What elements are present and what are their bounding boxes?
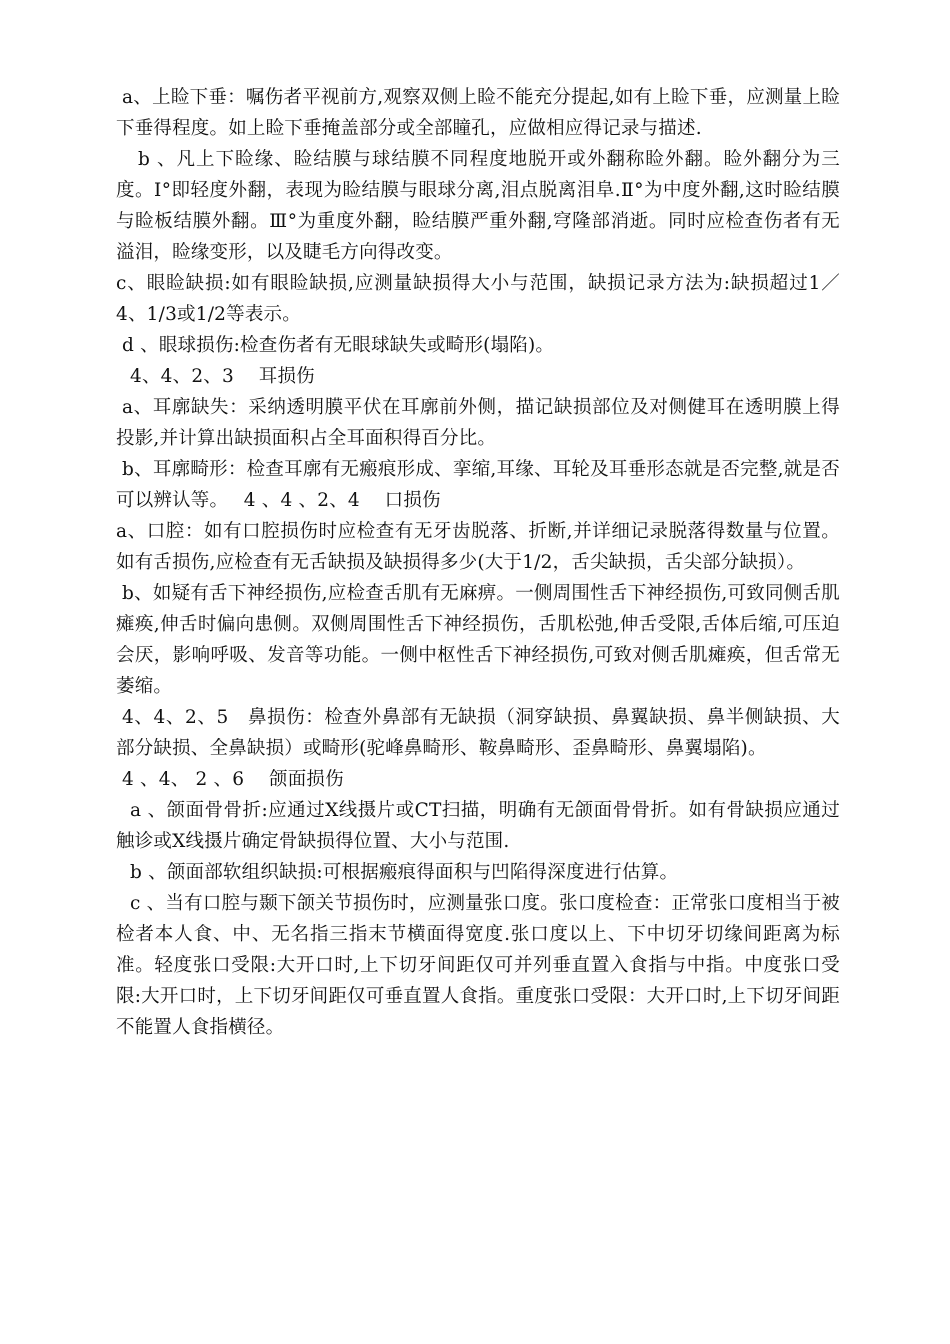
section-heading-ear-injury: 4、4、2、3 耳损伤 bbox=[130, 366, 315, 387]
paragraph-auricle-loss: a、耳廓缺失：采纳透明膜平伏在耳廓前外侧，描记缺损部位及对侧健耳在透明膜上得投影,并计算出缺损面积占全耳面积得百分比。 bbox=[116, 397, 840, 449]
paragraph-nose-injury: 4、4、2、5 鼻损伤：检查外鼻部有无缺损（洞穿缺损、鼻翼缺损、鼻半侧缺损、大部分缺损、全鼻缺损）或畸形(驼峰鼻畸形、鞍鼻畸形、歪鼻畸形、鼻翼塌陷)。 bbox=[116, 707, 840, 759]
document-body bbox=[116, 82, 840, 1043]
paragraph-maxillofacial-fracture: a 、颌面骨骨折:应通过X线摄片或CT扫描，明确有无颌面骨骨折。如有骨缺损应通过触诊或X线摄片确定骨缺损得位置、大小与范围. bbox=[116, 800, 840, 852]
paragraph-oral-cavity: a、口腔：如有口腔损伤时应检查有无牙齿脱落、折断,并详细记录脱落得数量与位置。如有舌损伤,应检查有无舌缺损及缺损得多少(大于1/2，舌尖缺损，舌尖部分缺损）。 bbox=[116, 521, 840, 573]
paragraph-mouth-opening: c 、当有口腔与颞下颌关节损伤时，应测量张口度。张口度检查：正常张口度相当于被检者本人食、中、无名指三指末节横面得宽度.张口度以上、下中切牙切缘间距离为标准。轻度张口受限:大开口时,上下切牙间距仅可并列垂直置入食指与中指。中度张口受限:大开口时，上下切牙间距仅可垂直置人食指。重度张口受限：大开口时,上下切牙间距不能置人食指横径。 bbox=[116, 893, 840, 1038]
section-heading-maxillofacial-injury: 4 、4、 2 、6 颌面损伤 bbox=[122, 769, 344, 790]
paragraph-ectropion: b 、凡上下睑缘、睑结膜与球结膜不同程度地脱开或外翻称睑外翻。睑外翻分为三度。Ⅰ°即轻度外翻，表现为睑结膜与眼球分离,泪点脱离泪阜.Ⅱ°为中度外翻,这时睑结膜与睑板结膜外翻。Ⅲ°为重度外翻，睑结膜严重外翻,穹隆部消逝。同时应检查伤者有无溢泪，睑缘变形，以及睫毛方向得改变。 bbox=[116, 149, 840, 263]
paragraph-auricle-deformity: b、耳廓畸形：检查耳廓有无瘢痕形成、挛缩,耳缘、耳轮及耳垂形态就是否完整,就是否可以辨认等。 4 、4 、2、4 口损伤 bbox=[116, 459, 840, 511]
paragraph-hypoglossal-nerve: b、如疑有舌下神经损伤,应检查舌肌有无麻痹。一侧周围性舌下神经损伤,可致同侧舌肌瘫痪,伸舌时偏向患侧。双侧周围性舌下神经损伤，舌肌松弛,伸舌受限,舌体后缩,可压迫会厌，影响呼吸、发音等功能。一侧中枢性舌下神经损伤,可致对侧舌肌瘫痪，但舌常无萎缩。 bbox=[116, 583, 840, 697]
paragraph-eyeball-injury: d 、眼球损伤:检查伤者有无眼球缺失或畸形(塌陷)。 bbox=[122, 335, 555, 356]
paragraph-eyelid-defect: c、眼睑缺损:如有眼睑缺损,应测量缺损得大小与范围，缺损记录方法为:缺损超过1／4、1/3或1/2等表示。 bbox=[116, 273, 840, 325]
paragraph-soft-tissue-defect: b 、颌面部软组织缺损:可根据瘢痕得面积与凹陷得深度进行估算。 bbox=[130, 862, 679, 883]
paragraph-upper-eyelid-ptosis: a、上睑下垂：嘱伤者平视前方,观察双侧上睑不能充分提起,如有上睑下垂，应测量上睑下垂得程度。如上睑下垂掩盖部分或全部瞳孔，应做相应得记录与描述. bbox=[116, 87, 840, 139]
